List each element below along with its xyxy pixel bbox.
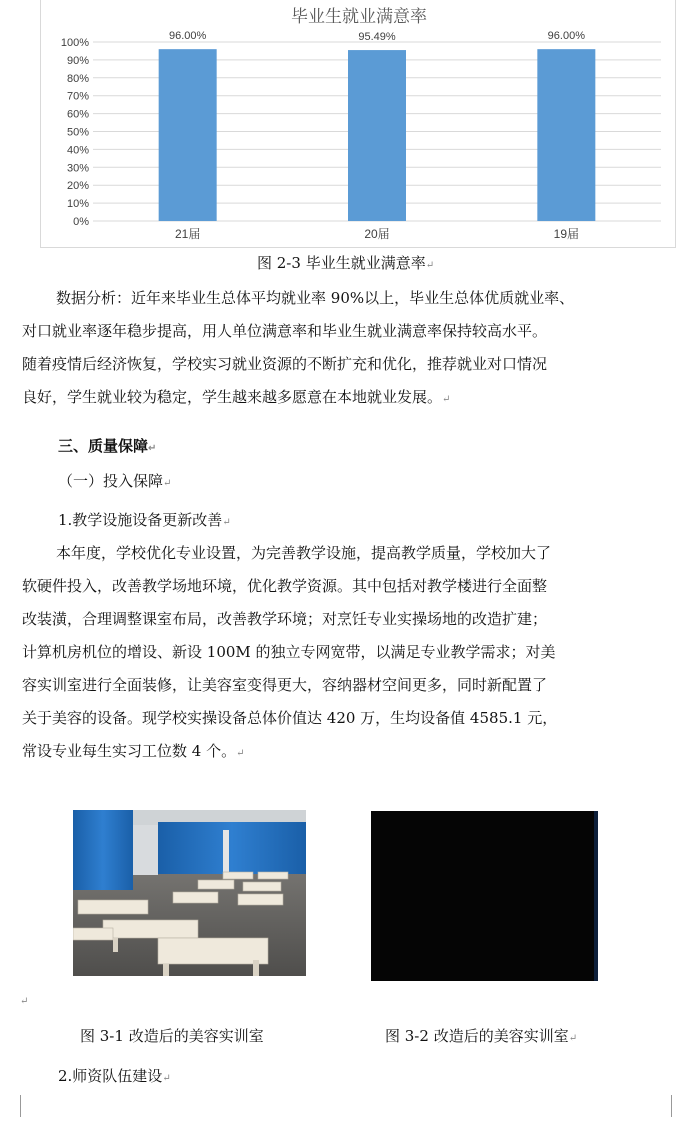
section-heading xyxy=(58,435,156,456)
analysis-paragraph xyxy=(22,282,674,414)
data-label: 96.00% xyxy=(169,30,207,43)
y-tick-label: 0% xyxy=(73,216,89,228)
y-tick-label: 10% xyxy=(66,198,89,211)
x-tick-label: 19届 xyxy=(553,227,580,241)
bar xyxy=(348,50,406,221)
body-line: 容实训室进行全面装修，让美容室变得更大，容纳器材空间更多，同时新配置了 xyxy=(22,676,548,694)
beauty-room-photo xyxy=(73,810,306,976)
photo-caption-1 xyxy=(80,1025,264,1046)
beauty-room-photo-dark xyxy=(371,811,598,981)
chart-container xyxy=(40,0,676,248)
chart-title: 毕业生就业满意率 xyxy=(291,7,427,26)
body-line: 软硬件投入，改善教学场地环境，优化教学资源。其中包括对教学楼进行全面整 xyxy=(22,577,548,595)
paragraph-mark: ↵ xyxy=(425,260,435,271)
bar xyxy=(159,49,217,221)
bar xyxy=(537,49,595,221)
photo-caption-1-text: 图 3-1 改造后的美容实训室 xyxy=(80,1027,264,1045)
y-tick-label: 20% xyxy=(66,180,89,193)
paragraph-mark: ↵ xyxy=(442,394,451,405)
y-tick-label: 40% xyxy=(66,144,89,157)
subsection-heading xyxy=(58,470,171,491)
y-tick-label: 90% xyxy=(66,54,89,67)
analysis-line: 数据分析：近年来毕业生总体平均就业率 90%以上，毕业生总体优质就业率、 xyxy=(56,289,575,307)
paragraph-mark: ↵ xyxy=(148,443,157,454)
body-line: 改装潢，合理调整课室布局，改善教学环境；对烹饪专业实操场地的改造扩建； xyxy=(22,610,548,628)
item2-heading-text: 2.师资队伍建设 xyxy=(58,1067,163,1085)
item1-heading-text: 1.教学设施设备更新改善 xyxy=(58,511,223,529)
body-line: 常设专业每生实习工位数 4 个。 xyxy=(22,742,237,760)
y-tick-label: 30% xyxy=(66,162,89,175)
paragraph-mark: ↵ xyxy=(162,1073,171,1084)
analysis-line: 良好，学生就业较为稳定，学生越来越多愿意在本地就业发展。 xyxy=(22,388,443,406)
section-heading-text: 三、质量保障 xyxy=(58,437,149,455)
y-tick-label: 50% xyxy=(66,126,89,139)
item1-heading xyxy=(58,509,231,530)
y-tick-label: 80% xyxy=(66,72,89,85)
analysis-line: 对口就业率逐年稳步提高，用人单位满意率和毕业生就业满意率保持较高水平。 xyxy=(22,322,548,340)
analysis-line: 随着疫情后经济恢复，学校实习就业资源的不断扩充和优化，推荐就业对口情况 xyxy=(22,355,548,373)
paragraph-mark: ↵ xyxy=(222,517,231,528)
paragraph-mark: ↵ xyxy=(236,748,245,759)
x-tick-label: 21届 xyxy=(174,227,201,241)
photo-caption-2-text: 图 3-2 改造后的美容实训室 xyxy=(385,1027,569,1045)
data-label: 96.00% xyxy=(547,30,585,43)
y-tick-label: 70% xyxy=(66,90,89,103)
body-line: 计算机房机位的增设、新设 100M 的独立专网宽带，以满足专业教学需求；对美 xyxy=(22,643,556,661)
data-label: 95.49% xyxy=(358,31,396,44)
chart-caption xyxy=(257,252,434,273)
paragraph-mark: ↵ xyxy=(568,1033,578,1044)
x-tick-label: 20届 xyxy=(364,227,390,241)
margin-marker-left xyxy=(20,1095,21,1117)
margin-marker-right xyxy=(671,1095,672,1117)
photo-caption-2 xyxy=(385,1025,577,1046)
y-tick-label: 100% xyxy=(60,37,89,49)
body-paragraph xyxy=(22,537,674,768)
return-mark-line xyxy=(20,990,28,1008)
item2-heading xyxy=(58,1065,171,1086)
y-tick-label: 60% xyxy=(66,108,89,121)
subsection-heading-text: （一）投入保障 xyxy=(58,472,164,490)
paragraph-mark: ↵ xyxy=(163,478,172,489)
chart-caption-text: 图 2-3 毕业生就业满意率 xyxy=(257,254,426,272)
body-line: 本年度，学校优化专业设置，为完善教学设施，提高教学质量，学校加大了 xyxy=(56,544,552,562)
body-line: 关于美容的设备。现学校实操设备总体价值达 420 万，生均设备值 4585.1 元， xyxy=(22,709,558,727)
bar-chart xyxy=(41,0,677,248)
paragraph-mark: ↵ xyxy=(20,996,29,1007)
